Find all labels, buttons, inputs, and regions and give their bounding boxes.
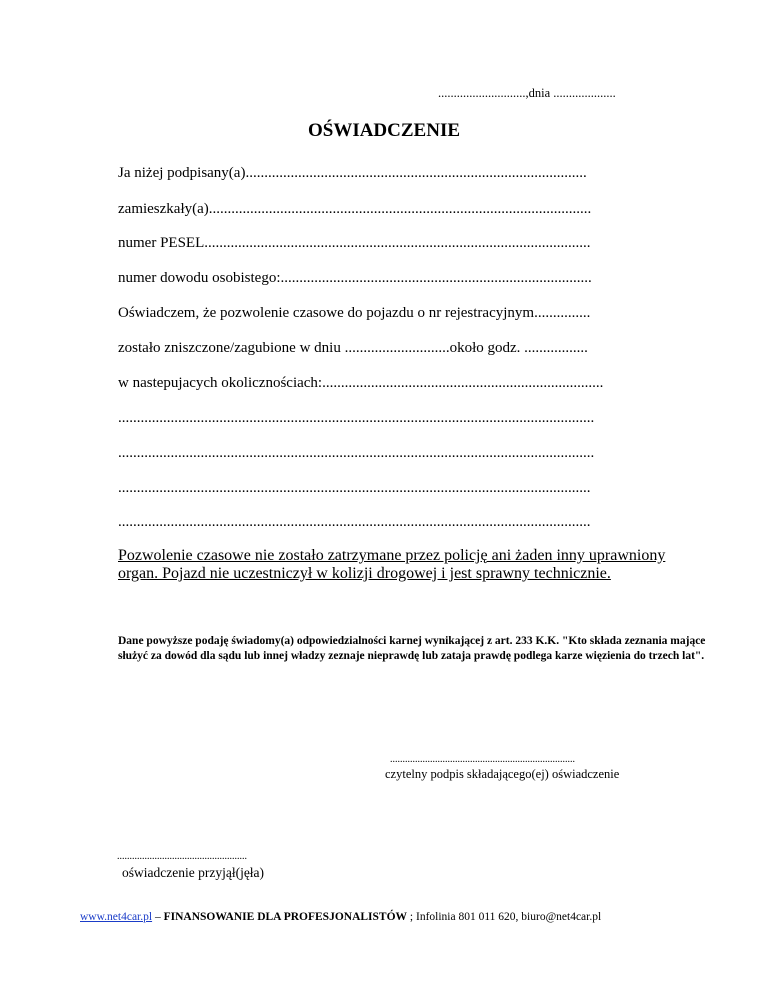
field-blank-line[interactable]: .............................................................................................................................. [118, 480, 591, 496]
acceptance-caption: oświadczenie przyjął(jęła) [122, 865, 265, 880]
footer-brand: FINANSOWANIE DLA PROFESJONALISTÓW [163, 911, 408, 923]
field-date-time[interactable]: zostało zniszczone/zagubione w dniu ............................około godz. ................. [118, 340, 588, 356]
permit-statement: Pozwolenie czasowe nie zostało zatrzymane przez policję ani żaden inny uprawniony organ. Pojazd nie uczestniczył w kolizji drogowej i jest sprawny technicznie. [118, 547, 666, 582]
field-pesel[interactable]: numer PESEL....................................................................................................... [118, 235, 591, 251]
signature-line[interactable]: .......................................................................... [390, 754, 575, 765]
field-blank-line[interactable]: ............................................................................................................................... [118, 445, 595, 461]
footer-contact: ; Infolinia 801 011 620, biuro@net4car.pl [407, 911, 602, 923]
document-title: OŚWIADCZENIE [307, 120, 461, 141]
field-blank-line[interactable]: ............................................................................................................................... [118, 410, 595, 426]
field-circumstances[interactable]: w nastepujacych okolicznościach:........................................................................... [118, 375, 604, 391]
footer-separator: – [152, 911, 164, 923]
field-registration[interactable]: Oświadczem, że pozwolenie czasowe do pojazdu o nr rejestracyjnym............... [118, 305, 591, 321]
field-blank-line[interactable]: .............................................................................................................................. [118, 514, 591, 530]
signature-caption: czytelny podpis składającego(ej) oświadczenie [385, 767, 620, 781]
place-date-line[interactable]: ............................,dnia .................... [438, 86, 616, 100]
legal-notice: Dane powyższe podaję świadomy(a) odpowiedzialności karnej wynikającej z art. 233 K.K. "Kto składa zeznania mające służyć za dowód dla sądu lub innej władzy zeznaje nieprawdę lub zataja prawdę podlega karze więzienia do trzech lat". [118, 635, 706, 662]
field-address[interactable]: zamieszkały(a)...................................................................................................... [118, 201, 592, 217]
footer [80, 911, 601, 923]
field-name[interactable]: Ja niżej podpisany(a)........................................................................................... [118, 165, 587, 181]
acceptance-line[interactable]: .................................................... [117, 851, 247, 862]
website-link[interactable]: www.net4car.pl [80, 911, 153, 923]
field-id-card[interactable]: numer dowodu osobistego:................................................................................... [118, 270, 592, 286]
